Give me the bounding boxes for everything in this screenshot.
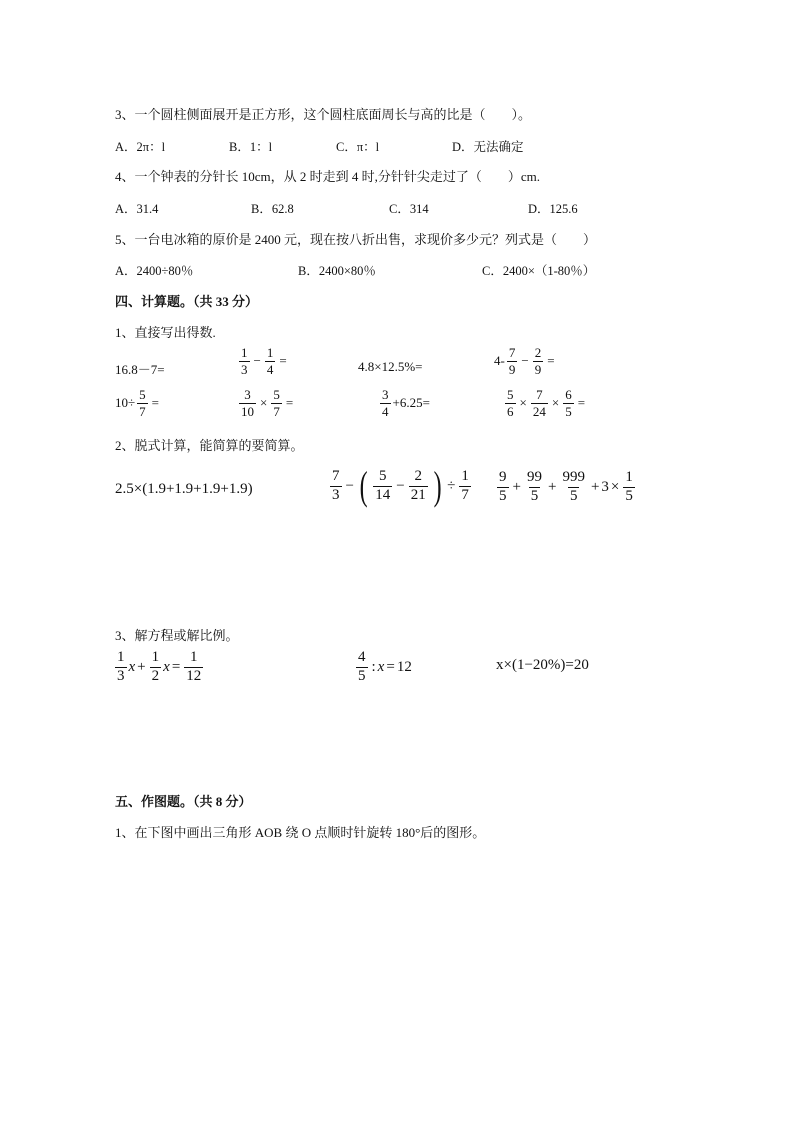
q5-option-c: C．2400×（1-80％） <box>482 264 596 278</box>
fraction: $\frac{5}{14}$ <box>375 467 391 503</box>
section-4-title: 四、计算题。（共 33 分） <box>115 294 259 309</box>
calc-b3: $\frac{3}{4}$ +6.25= <box>382 387 430 419</box>
fraction: $\frac{9}{5}$ <box>499 469 507 504</box>
step-calc-3: $\frac{9}{5}$ + $\frac{99}{5}$ + $\frac{999}{5}$ + 3 × $\frac{1}{5}$ <box>499 469 633 504</box>
q5-option-a: A．2400÷80％ <box>115 264 194 278</box>
calc-b1: 10÷ $\frac{5}{7}$ = <box>115 387 159 419</box>
q3-option-d: D．无法确定 <box>452 140 524 154</box>
fraction: $\frac{5}{7}$ <box>273 387 280 419</box>
fraction: $\frac{99}{5}$ <box>526 469 542 504</box>
fraction: $\frac{1}{2}$ <box>151 649 160 684</box>
fraction: $\frac{6}{5}$ <box>565 387 572 419</box>
calc-b2: $\frac{3}{10}$ × $\frac{5}{7}$ = <box>241 387 294 419</box>
fraction: $\frac{1}{7}$ <box>461 467 469 503</box>
fraction: $\frac{2}{9}$ <box>534 345 542 377</box>
fraction: $\frac{1}{3}$ <box>117 649 125 684</box>
calc-b4: $\frac{5}{6}$ × $\frac{7}{24}$ × $\frac{6}{5}$ = <box>507 387 586 419</box>
fraction: $\frac{1}{12}$ <box>186 649 202 684</box>
fraction: $\frac{3}{4}$ <box>382 387 389 419</box>
section-4-sub-3: 3、解方程或解比例。 <box>115 628 239 643</box>
fraction: $\frac{2}{21}$ <box>410 467 426 503</box>
fraction: $\frac{7}{3}$ <box>332 467 340 503</box>
fraction: $\frac{5}{6}$ <box>507 387 514 419</box>
calc-a2: $\frac{1}{3}$ − $\frac{1}{4}$ = <box>241 345 287 377</box>
q3-option-c: C．π：l <box>336 140 380 154</box>
q3-option-b: B．1：l <box>229 140 273 154</box>
section-4-sub-2: 2、脱式计算，能简算的要简算。 <box>115 438 304 453</box>
q4-option-a: A．31.4 <box>115 202 159 216</box>
equation-2: $\frac{4}{5}$ : x = 12 <box>358 649 412 684</box>
fraction: $\frac{3}{10}$ <box>241 387 254 419</box>
fraction: $\frac{7}{9}$ <box>508 345 516 377</box>
calc-a3: 4.8×12.5%= <box>358 359 423 374</box>
fraction: $\frac{5}{7}$ <box>139 387 146 419</box>
fraction: $\frac{1}{4}$ <box>266 345 274 377</box>
fraction: $\frac{1}{5}$ <box>625 469 633 504</box>
calc-a4: 4- $\frac{7}{9}$ − $\frac{2}{9}$ = <box>494 345 555 377</box>
section-5-title: 五、作图题。（共 8 分） <box>115 794 252 809</box>
section-5-sub-1: 1、在下图中画出三角形 AOB 绕 O 点顺时针旋转 180°后的图形。 <box>115 825 486 840</box>
question-4-text: 4、一个钟表的分针长 10cm，从 2 时走到 4 时,分针针尖走过了（ ）cm. <box>115 169 541 184</box>
question-3-text: 3、一个圆柱侧面展开是正方形，这个圆柱底面周长与高的比是（ ）。 <box>115 107 532 122</box>
fraction: $\frac{1}{3}$ <box>241 345 248 377</box>
fraction: $\frac{4}{5}$ <box>358 649 366 684</box>
q4-option-c: C．314 <box>389 202 429 216</box>
q4-option-b: B．62.8 <box>251 202 294 216</box>
q4-option-d: D．125.6 <box>528 202 578 216</box>
step-calc-2: $\frac{7}{3}$ − ( $\frac{5}{14}$ − $\frac{2}{21}$ ) ÷ $\frac{1}{7}$ <box>332 463 469 508</box>
section-4-sub-1: 1、直接写出得数. <box>115 325 216 340</box>
equation-3: x×(1−20%)=20 <box>496 657 589 673</box>
fraction: $\frac{7}{24}$ <box>532 387 546 419</box>
equation-1: $\frac{1}{3}$ x + $\frac{1}{2}$ x = $\frac{1}{12}$ <box>117 649 202 684</box>
question-5-text: 5、一台电冰箱的原价是 2400 元，现在按八折出售，求现价多少元？列式是（ ） <box>115 232 597 247</box>
q5-option-b: B．2400×80％ <box>298 264 376 278</box>
q3-option-a: A．2π：l <box>115 140 166 154</box>
calc-a1: 16.8－7= <box>115 362 165 377</box>
step-calc-1: 2.5×(1.9+1.9+1.9+1.9) <box>115 481 253 497</box>
fraction: $\frac{999}{5}$ <box>562 469 585 504</box>
